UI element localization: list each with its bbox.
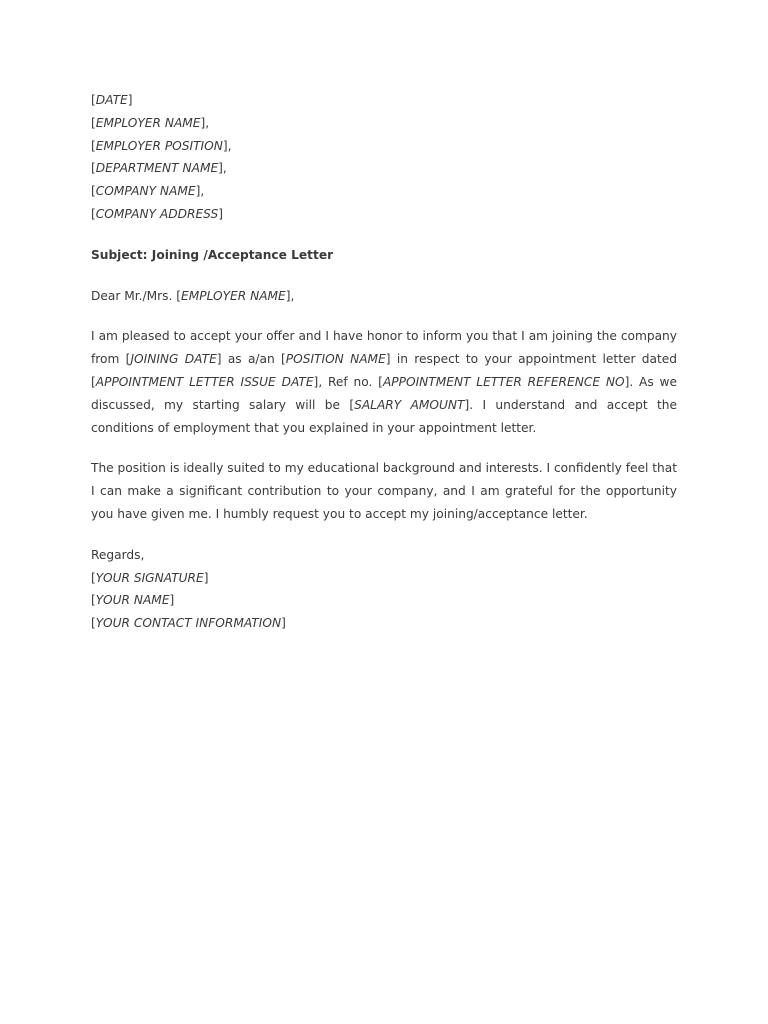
closing-block: [91, 544, 677, 635]
company-name-line: [COMPANY NAME],: [91, 184, 205, 199]
regards-line: Regards,: [91, 547, 145, 562]
paragraph-position-fit: The position is ideally suited to my educational background and interests. I confidently feel that I can make a significant contribution to your company, and I am grateful for the opportunity you have given me. I humbly request you to accept my joining/acceptance letter.: [91, 461, 678, 521]
your-name-line: [YOUR NAME]: [91, 593, 175, 608]
paragraph-text: in respect to your appointment letter dated: [390, 352, 677, 367]
department-name-placeholder: DEPARTMENT NAME: [95, 161, 219, 176]
employer-position-placeholder: EMPLOYER POSITION: [95, 138, 223, 153]
date-placeholder: DATE: [95, 93, 128, 107]
employer-name-line: [EMPLOYER NAME],: [91, 115, 210, 130]
paragraph-text: as a/an: [221, 352, 282, 367]
letter-document: [91, 89, 677, 635]
date-line: [DATE]: [91, 93, 133, 107]
subject-line: Subject: Joining /Acceptance Letter: [91, 247, 334, 262]
paragraph-acceptance: I am pleased to accept your offer and I have honor to inform you that I am joining the company from [JOINING DATE] as a/an [POSITION NAME] in respect to your appointment letter dated [APPOINTMENT LETTER ISSUE DATE], Ref no. [APPOINTMENT LETTER REFERENCE NO]. As we discussed, my starting salary will be [SALARY AMOUNT]. I understand and accept the conditions of employment that you explained in your appointment letter.: [91, 329, 677, 435]
paragraph-text: , Ref no.: [318, 374, 379, 389]
salary-amount-placeholder: SALARY AMOUNT: [354, 397, 465, 412]
salutation-prefix: Dear Mr./Mrs.: [91, 288, 177, 303]
signature-placeholder: YOUR SIGNATURE: [95, 570, 204, 585]
recipient-block: [91, 89, 677, 226]
salutation-name-placeholder: EMPLOYER NAME: [181, 288, 286, 303]
contact-placeholder: YOUR CONTACT INFORMATION: [95, 616, 282, 631]
salutation: Dear Mr./Mrs. [EMPLOYER NAME],: [91, 288, 295, 303]
contact-line: [YOUR CONTACT INFORMATION]: [91, 616, 286, 631]
employer-name-placeholder: EMPLOYER NAME: [95, 115, 201, 130]
reference-no-placeholder: APPOINTMENT LETTER REFERENCE NO: [382, 374, 625, 389]
position-name-placeholder: POSITION NAME: [285, 352, 386, 367]
employer-position-line: [EMPLOYER POSITION],: [91, 138, 232, 153]
company-name-placeholder: COMPANY NAME: [95, 184, 196, 199]
paragraph-text: . I understand and accept the conditions of employment that you explained in your appointment letter.: [91, 397, 677, 435]
department-name-line: [DEPARTMENT NAME],: [91, 161, 227, 176]
paragraph-text: . As we discussed, my starting salary will be: [91, 374, 677, 412]
joining-date-placeholder: JOINING DATE: [130, 352, 217, 367]
signature-line: [YOUR SIGNATURE]: [91, 570, 209, 585]
paragraph-text: I am pleased to accept your offer and I have honor to inform you that I am joining the company from: [91, 329, 677, 367]
issue-date-placeholder: APPOINTMENT LETTER ISSUE DATE: [95, 374, 314, 389]
company-address-line: [COMPANY ADDRESS]: [91, 206, 223, 221]
company-address-placeholder: COMPANY ADDRESS: [95, 206, 219, 221]
your-name-placeholder: YOUR NAME: [95, 593, 170, 608]
